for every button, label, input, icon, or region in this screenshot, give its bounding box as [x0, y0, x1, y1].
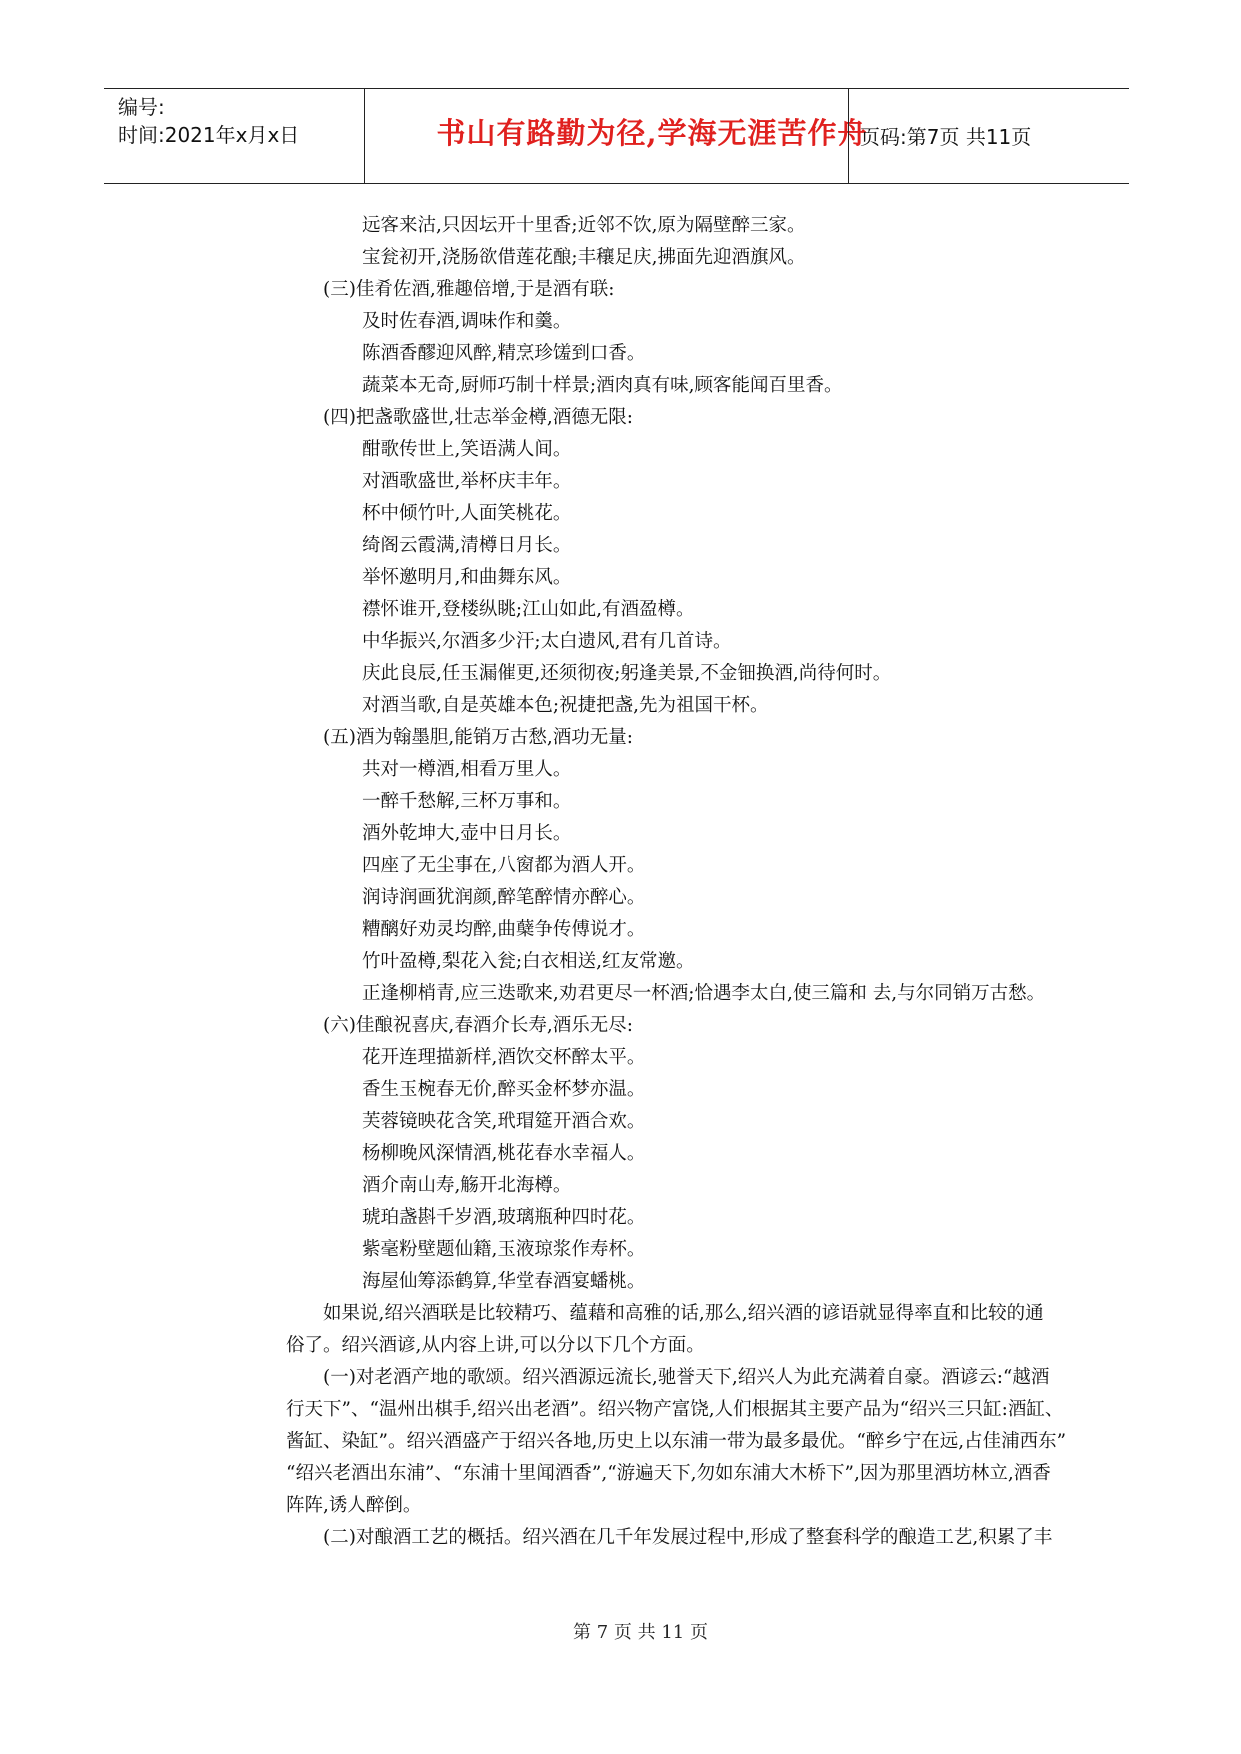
- paragraph-line: (一)对老酒产地的歌颂。绍兴酒源远流长,驰誉天下,绍兴人为此充满着自豪。酒谚云:“越酒: [323, 1367, 1050, 1388]
- couplet-line: 襟怀谁开,登楼纵眺;江山如此,有酒盈樽。: [362, 599, 695, 620]
- paragraph-line: 行天下”、“温州出棋手,绍兴出老酒”。绍兴物产富饶,人们根据其主要产品为“绍兴三只缸:酒缸、: [286, 1399, 1064, 1420]
- couplet-line: 杨柳晚风深情酒,桃花春水幸福人。: [362, 1143, 646, 1164]
- couplet-line: 蔬菜本无奇,厨师巧制十样景;酒肉真有味,顾客能闻百里香。: [362, 375, 843, 396]
- section-heading: (三)佳肴佐酒,雅趣倍增,于是酒有联:: [323, 279, 615, 300]
- couplet-line: 竹叶盈樽,梨花入瓮;白衣相送,红友常邀。: [362, 951, 695, 972]
- couplet-line: 一醉千愁解,三杯万事和。: [362, 791, 572, 812]
- paragraph-line: 如果说,绍兴酒联是比较精巧、蕴藉和高雅的话,那么,绍兴酒的谚语就显得率直和比较的通: [323, 1303, 1044, 1324]
- document-body: [286, 210, 1215, 1554]
- section-heading: (五)酒为翰墨胆,能销万古愁,酒功无量:: [323, 727, 633, 748]
- paragraph-line: “绍兴老酒出东浦”、“东浦十里闻酒香”,“游遍天下,勿如东浦大木桥下”,因为那里酒坊林立,酒香: [286, 1463, 1051, 1484]
- couplet-line: 四座了无尘事在,八窗都为酒人开。: [362, 855, 646, 876]
- couplet-line: 绮阁云霞满,清樽日月长。: [362, 535, 572, 556]
- couplet-line: 对酒歌盛世,举杯庆丰年。: [362, 471, 572, 492]
- paragraph-list: [268, 1298, 1208, 1554]
- prose-paragraph: [268, 1298, 1208, 1362]
- couplet-line: 润诗润画犹润颜,醉笔醉情亦醉心。: [362, 887, 646, 908]
- couplet-line: 正逢柳梢青,应三迭歌来,劝君更尽一杯酒;恰遇李太白,使三篇和 去,与尔同销万古愁。: [362, 983, 1046, 1004]
- couplet-line: 远客来沽,只因坛开十里香;近邻不饮,原为隔壁醉三家。: [362, 215, 806, 236]
- couplet-line: 琥珀盏斟千岁酒,玻璃瓶种四时花。: [362, 1207, 646, 1228]
- couplet-line: 糟醨好劝灵均醉,曲蘖争传傅说才。: [362, 919, 646, 940]
- page-footer: 第 7 页 共 11 页: [573, 1622, 708, 1643]
- paragraph-line: (二)对酿酒工艺的概括。绍兴酒在几千年发展过程中,形成了整套科学的酿造工艺,积累了丰: [323, 1527, 1053, 1548]
- couplet-line: 陈酒香醪迎风醉,精烹珍馐到口香。: [362, 343, 646, 364]
- section-heading: (四)把盏歌盛世,壮志举金樽,酒德无限:: [323, 407, 633, 428]
- couplet-line: 海屋仙筹添鹤算,华堂春酒宴蟠桃。: [362, 1271, 646, 1292]
- couplet-line: 对酒当歌,自是英雄本色;祝捷把盏,先为祖国干杯。: [362, 695, 769, 716]
- couplet-line: 举怀邀明月,和曲舞东风。: [362, 567, 572, 588]
- paragraph-line: 酱缸、染缸”。绍兴酒盛产于绍兴各地,历史上以东浦一带为最多最优。“醉乡宁在远,占佳浦西东”: [286, 1431, 1067, 1452]
- header-motto: 书山有路勤为径,学海无涯苦作舟: [436, 116, 868, 150]
- couplet-line: 酒外乾坤大,壶中日月长。: [362, 823, 572, 844]
- couplet-line: 酒介南山寿,觞开北海樽。: [362, 1175, 572, 1196]
- serial-label: 编号:: [118, 95, 165, 119]
- paragraph-line: 俗了。绍兴酒谚,从内容上讲,可以分以下几个方面。: [286, 1335, 705, 1356]
- couplet-line: 酣歌传世上,笑语满人间。: [362, 439, 572, 460]
- paragraph-line: 阵阵,诱人醉倒。: [286, 1495, 422, 1516]
- couplet-line: 庆此良辰,任玉漏催更,还须彻夜;躬逢美景,不金钿换酒,尚待何时。: [362, 663, 892, 684]
- prose-paragraph: [268, 1362, 1208, 1522]
- couplet-line: 芙蓉镜映花含笑,玳瑁筵开酒合欢。: [362, 1111, 646, 1132]
- couplet-line: 宝瓮初开,浇肠欲借莲花酿;丰穰足庆,拂面先迎酒旗风。: [362, 247, 806, 268]
- couplet-line: 共对一樽酒,相看万里人。: [362, 759, 572, 780]
- section-heading: (六)佳酿祝喜庆,春酒介长寿,酒乐无尽:: [323, 1015, 633, 1036]
- time-label: 时间:2021年x月x日: [118, 123, 300, 147]
- header-divider-right: [848, 89, 849, 183]
- couplet-list: [315, 210, 1215, 1298]
- prose-paragraph: [268, 1522, 1208, 1554]
- couplet-line: 中华振兴,尔酒多少汗;太白遗风,君有几首诗。: [362, 631, 732, 652]
- couplet-line: 杯中倾竹叶,人面笑桃花。: [362, 503, 572, 524]
- couplet-line: 香生玉椀春无价,醉买金杯梦亦温。: [362, 1079, 646, 1100]
- couplet-line: 及时佐春酒,调味作和羹。: [362, 311, 572, 332]
- header-page-label: 页码:第7页 共11页: [860, 125, 1032, 149]
- page-header: [104, 88, 1129, 184]
- couplet-line: 花开连理描新样,酒饮交杯醉太平。: [362, 1047, 646, 1068]
- couplet-line: 紫毫粉壁题仙籍,玉液琼浆作寿杯。: [362, 1239, 646, 1260]
